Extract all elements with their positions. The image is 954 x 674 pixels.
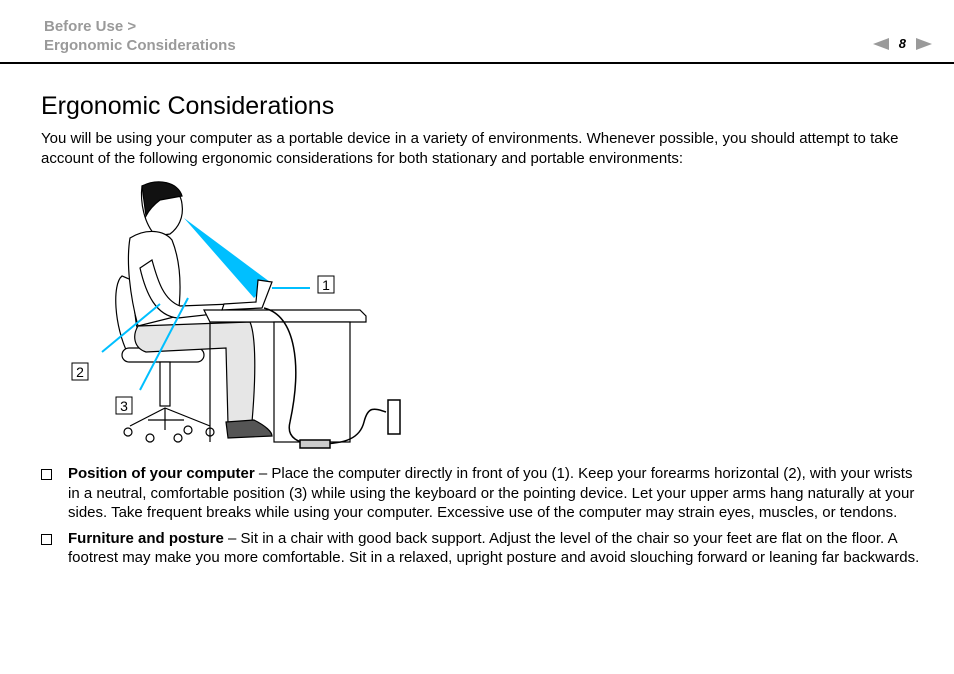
- list-item: [41, 529, 921, 568]
- list-item-term: Furniture and posture: [68, 529, 224, 547]
- callout-3: 3: [120, 398, 128, 414]
- list-item-term: Position of your computer: [68, 465, 255, 482]
- breadcrumb: [44, 17, 236, 55]
- header-divider: [0, 62, 954, 64]
- callout-1: 1: [322, 277, 330, 293]
- intro-paragraph: You will be using your computer as a portable device in a variety of environments. Whenever possible, you should attempt to take account of the following ergonomic considerations for both stationary and portable environments:: [41, 130, 899, 167]
- checkbox-bullet-icon: [41, 534, 52, 545]
- page-title: Ergonomic Considerations: [41, 92, 335, 120]
- breadcrumb-current[interactable]: Ergonomic Considerations: [44, 37, 236, 54]
- considerations-list: [41, 464, 921, 574]
- next-page-arrow-icon[interactable]: [916, 38, 932, 50]
- list-item: [41, 464, 921, 523]
- list-item-text: – Place the computer directly in front of you (1). Keep your forearms horizontal (2), with your wrists in a neutral, comfortable position (3) while using the keyboard or the pointing device. Let your upper arms hang naturally at your sides. Take frequent breaks while using your computer. Excessive use of the computer may strain eyes, muscles, or tendons.: [68, 465, 915, 521]
- callout-2: 2: [76, 364, 84, 380]
- ergonomic-illustration: [60, 176, 420, 452]
- breadcrumb-parent[interactable]: Before Use >: [44, 18, 137, 35]
- page-navigation: [873, 36, 932, 51]
- page-number: 8: [898, 36, 906, 51]
- list-item-text: – Sit in a chair with good back support. Adjust the level of the chair so your feet are flat on the floor. A footrest may make you more comfortable. Sit in a relaxed, upright posture and avoid slouching forward or leaning far backwards.: [68, 529, 920, 566]
- checkbox-bullet-icon: [41, 469, 52, 480]
- previous-page-arrow-icon[interactable]: [873, 38, 889, 50]
